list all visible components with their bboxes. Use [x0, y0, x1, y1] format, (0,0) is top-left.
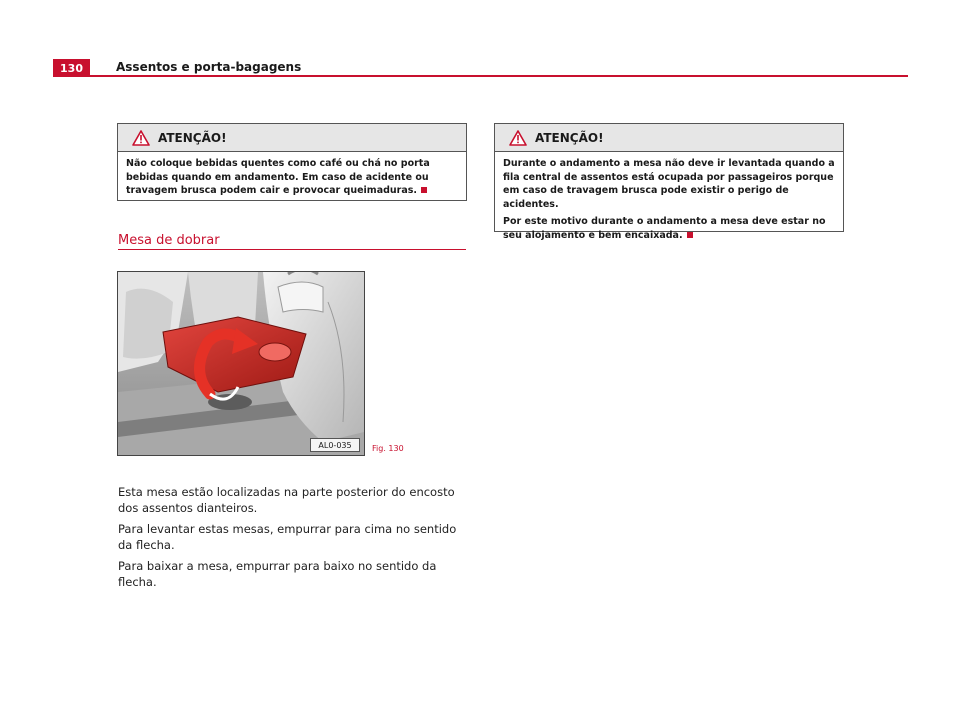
chapter-title: Assentos e porta-bagagens: [116, 60, 302, 74]
warning-header: [118, 124, 466, 152]
warning-title: ATENÇÃO!: [535, 130, 604, 145]
warning-title: ATENÇÃO!: [158, 130, 227, 145]
body-paragraph: Para baixar a mesa, empurrar para baixo no sentido da flecha.: [118, 559, 437, 589]
section-title: Mesa de dobrar: [118, 233, 220, 248]
section-rule: [118, 249, 466, 250]
warning-header: [495, 124, 843, 152]
figure-caption: Fig. 130: [372, 444, 404, 453]
folding-table-figure: [117, 271, 365, 456]
body-paragraph: Para levantar estas mesas, empurrar para cima no sentido da flecha.: [118, 522, 457, 552]
warning-triangle-icon: [132, 130, 150, 146]
body-text: [118, 484, 468, 595]
warning-body: [118, 152, 466, 208]
car-interior-illustration: [118, 272, 364, 455]
warning-text: Durante o andamento a mesa não deve ir levantada quando a fila central de assentos está ocupada por passageiros porque em caso de travagem brusca pode existir o perigo de acidentes.: [503, 158, 835, 210]
red-square-icon: [687, 232, 693, 238]
warning-text: Por este motivo durante o andamento a mesa deve estar no seu alojamento e bem encaixada.: [503, 216, 826, 241]
warning-triangle-icon: [509, 130, 527, 146]
warning-text: Não coloque bebidas quentes como café ou chá no porta bebidas quando em andamento. Em caso de acidente ou travagem brusca podem cair e provocar queimaduras.: [126, 158, 430, 196]
warning-body: [495, 152, 843, 252]
figure-code-label: AL0-035: [310, 438, 360, 452]
warning-box-right: [494, 123, 844, 241]
header-rule: [53, 75, 908, 77]
red-square-icon: [421, 187, 427, 193]
body-paragraph: Esta mesa estão localizadas na parte posterior do encosto dos assentos dianteiros.: [118, 485, 455, 515]
warning-box-left: [117, 123, 467, 201]
page-number: 130: [53, 59, 90, 77]
